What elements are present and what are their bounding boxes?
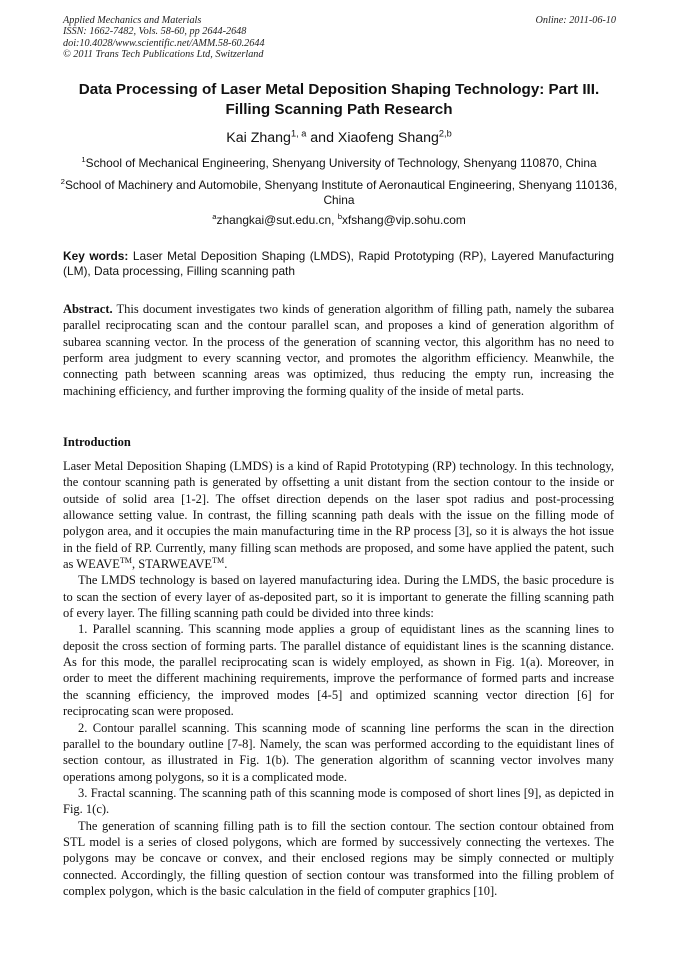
paragraph-text: , STARWEAVE xyxy=(132,557,213,572)
email-mark: a xyxy=(212,212,217,222)
journal-copyright: © 2011 Trans Tech Publications Ltd, Switzerland xyxy=(63,48,264,60)
abstract-label: Abstract. xyxy=(63,302,113,316)
journal-name: Applied Mechanics and Materials xyxy=(63,15,202,26)
affiliation-text: School of Machinery and Automobile, Shenyang Institute of Aeronautical Engineering, Shenyang 110136, China xyxy=(64,178,618,207)
affiliation-mark: 2 xyxy=(60,177,65,187)
author-line xyxy=(40,130,638,146)
paragraph: 1. Parallel scanning. This scanning mode applies a group of equidistant lines as the scanning lines to deposit the cross section of forming parts. The parallel distance of equidistant lines is the scanning distance. As for this mode, the parallel reciprocating scan is widely employed, as shown in Fig. 1(a). Moreover, in order to meet the different machining requirements, improve the performance of formed parts and increase the scanning efficiency, the improved modes [4-5] and optimized scanning vector direction [6] for reciprocating scan were proposed. xyxy=(63,622,614,719)
affiliation-2 xyxy=(50,178,628,208)
paragraph-text: Laser Metal Deposition Shaping (LMDS) is a kind of Rapid Prototyping (RP) technology. In this technology, the contour scanning path is generated by offsetting a unit distant from the section contour to the inside or outside of solid area [1-2]. The offset direction depends on the laser spot radius and post-processing allowance setting value. In contrast, the filling scanning path deals with the issue on the filling mode of polygon area, and it occupies the main manufacturing time in the RP process [3], so it is always the hot issue in the field of RP. Currently, many filling scan methods are proposed, and some have applied the patent, such as WEAVE xyxy=(63,459,614,572)
author-name: Kai Zhang xyxy=(226,130,291,146)
keywords-text: Laser Metal Deposition Shaping (LMDS), Rapid Prototyping (RP), Layered Manufacturing (LM), Data processing, Filling scanning path xyxy=(63,249,615,278)
paragraph: The generation of scanning filling path is to fill the section contour. The section contour obtained from STL model is a series of closed polygons, which are formed by successively connecting the vertexes. The polygons may be concave or convex, and their enclosed regions may be simply connected or multiply connected. Accordingly, the filling question of section contour was transformed into the filling problem of complex polygon, which is the basic calculation in the field of computer graphics [10]. xyxy=(63,818,614,898)
affiliation-text: School of Mechanical Engineering, Shenyang University of Technology, Shenyang 110870, China xyxy=(85,156,597,170)
online-date: Online: 2011-06-10 xyxy=(535,15,616,26)
paragraph xyxy=(63,458,614,572)
section-heading-introduction: Introduction xyxy=(63,435,131,449)
affiliation-1 xyxy=(50,156,628,171)
affiliation-mark: 1 xyxy=(81,155,86,165)
paragraph: 3. Fractal scanning. The scanning path of this scanning mode is composed of short lines [9], as depicted in Fig. 1(c). xyxy=(63,785,614,817)
paragraph: The LMDS technology is based on layered manufacturing idea. During the LMDS, the basic procedure is to scan the section of every layer of as-deposited part, so it is important to generate the filling scanning path of every layer. The filling scanning path could be divided into three kinds: xyxy=(63,573,614,621)
email-text: zhangkai@sut.edu.cn, xyxy=(216,213,338,227)
journal-issn: ISSN: 1662-7482, Vols. 58-60, pp 2644-2648 xyxy=(63,26,247,38)
paragraph-text: . xyxy=(224,557,228,572)
trademark-mark: TM xyxy=(212,555,225,565)
introduction-body xyxy=(63,458,614,899)
author-affiliation-mark: 1, a xyxy=(290,128,307,139)
trademark-mark: TM xyxy=(119,555,132,565)
email-text: xfshang@vip.sohu.com xyxy=(341,213,466,227)
author-emails xyxy=(50,213,628,228)
abstract xyxy=(63,301,614,399)
paper-title: Data Processing of Laser Metal Deposition Shaping Technology: Part III. Filling Scanning Path Research xyxy=(78,81,600,118)
keywords-label: Key words: xyxy=(63,249,129,263)
paragraph: 2. Contour parallel scanning. This scanning mode of scanning line performs the scan in the direction parallel to the boundary outline [7-8]. Namely, the scan was performed according to the equidistant lines of section contour, as illustrated in Fig. 1(b). The generation algorithm of scanning vector involves many operations among polygons, so it is a complicated mode. xyxy=(63,720,614,784)
author-conjunction: and xyxy=(306,130,338,146)
author-affiliation-mark: 2,b xyxy=(438,128,452,139)
abstract-text: This document investigates two kinds of generation algorithm of filling path, namely the subarea parallel reciprocating scan and the contour parallel scan, and proposes a kind of generation algorithm of subarea scanning vector. In the process of the generation of scanning vector, this algorithm has no need to perform area judgment to every scanning vector, and promotes the algorithm efficiency. Meanwhile, the connecting path between scanning areas was optimized, thus reducing the empty run, increasing the machining efficiency, and further improving the forming quality of the inside of metal parts. xyxy=(63,302,614,398)
keywords xyxy=(63,249,614,279)
journal-doi: doi:10.4028/www.scientific.net/AMM.58-60.2644 xyxy=(63,37,265,49)
journal-header xyxy=(63,15,616,60)
author-name: Xiaofeng Shang xyxy=(337,130,439,146)
email-mark: b xyxy=(337,212,342,222)
